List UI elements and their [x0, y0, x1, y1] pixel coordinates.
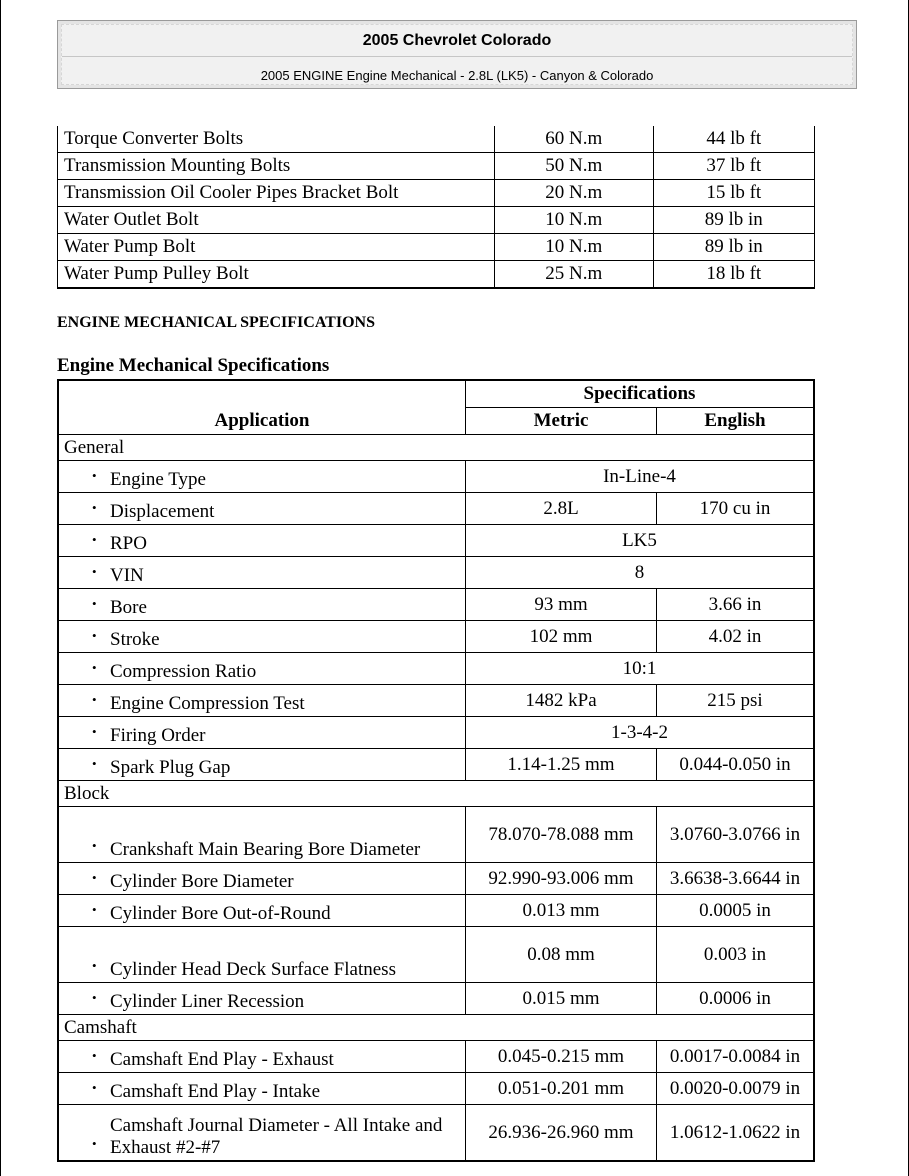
spec-application-cell	[58, 557, 466, 589]
torque-row	[58, 126, 815, 153]
torque-row	[58, 180, 815, 207]
bullet-icon: •	[92, 500, 97, 515]
torque-item-name: Transmission Oil Cooler Pipes Bracket Bolt	[58, 180, 495, 207]
bullet-icon: •	[92, 532, 97, 547]
column-header-metric: Metric	[466, 408, 657, 435]
spec-value: 10:1	[466, 653, 815, 685]
spec-english-value: 0.0005 in	[657, 895, 815, 927]
torque-row	[58, 261, 815, 289]
spec-label: Stroke	[110, 629, 160, 650]
spec-value: 8	[466, 557, 815, 589]
spec-metric-value: 1482 kPa	[466, 685, 657, 717]
spec-row	[58, 717, 814, 749]
column-header-english: English	[657, 408, 815, 435]
spec-metric-value: 0.045-0.215 mm	[466, 1041, 657, 1073]
spec-label: Camshaft End Play - Exhaust	[110, 1049, 334, 1070]
spec-value: In-Line-4	[466, 461, 815, 493]
bullet-icon: •	[92, 468, 97, 483]
spec-application-cell	[58, 863, 466, 895]
spec-group-row	[58, 1015, 814, 1041]
engine-specs-table	[57, 379, 815, 1162]
spec-label: RPO	[110, 533, 147, 554]
bullet-icon: •	[92, 902, 97, 917]
torque-metric-value: 10 N.m	[495, 234, 654, 261]
spec-label: Cylinder Head Deck Surface Flatness	[110, 959, 396, 980]
spec-label: Cylinder Liner Recession	[110, 991, 305, 1012]
spec-row	[58, 589, 814, 621]
spec-application-cell	[58, 749, 466, 781]
torque-metric-value: 60 N.m	[495, 126, 654, 153]
torque-item-name: Water Outlet Bolt	[58, 207, 495, 234]
spec-group-name: Block	[58, 781, 814, 807]
bullet-icon: •	[92, 756, 97, 771]
spec-application-cell	[58, 461, 466, 493]
spec-english-value: 170 cu in	[657, 493, 815, 525]
spec-english-value: 0.003 in	[657, 927, 815, 983]
spec-label: Cylinder Bore Diameter	[110, 871, 294, 892]
bullet-icon: •	[92, 990, 97, 1005]
torque-spec-table	[57, 126, 815, 289]
spec-row	[58, 895, 814, 927]
spec-label: VIN	[110, 565, 144, 586]
torque-english-value: 18 lb ft	[653, 261, 814, 289]
torque-metric-value: 10 N.m	[495, 207, 654, 234]
spec-row	[58, 927, 814, 983]
spec-application-cell	[58, 525, 466, 557]
spec-english-value: 3.6638-3.6644 in	[657, 863, 815, 895]
bullet-icon: •	[92, 838, 97, 853]
torque-row	[58, 207, 815, 234]
spec-metric-value: 92.990-93.006 mm	[466, 863, 657, 895]
column-header-application: Application	[58, 380, 466, 435]
spec-label: Engine Type	[110, 469, 206, 490]
spec-application-cell	[58, 1041, 466, 1073]
spec-row	[58, 1041, 814, 1073]
torque-row	[58, 234, 815, 261]
torque-english-value: 15 lb ft	[653, 180, 814, 207]
spec-row	[58, 1073, 814, 1105]
section-heading: ENGINE MECHANICAL SPECIFICATIONS	[57, 314, 375, 331]
bullet-icon: •	[92, 1136, 97, 1151]
spec-row	[58, 807, 814, 863]
torque-english-value: 37 lb ft	[653, 153, 814, 180]
spec-english-value: 0.0006 in	[657, 983, 815, 1015]
spec-english-value: 3.66 in	[657, 589, 815, 621]
spec-metric-value: 0.015 mm	[466, 983, 657, 1015]
spec-label: Bore	[110, 597, 147, 618]
spec-label: Displacement	[110, 501, 215, 522]
spec-application-cell	[58, 1105, 466, 1162]
bullet-icon: •	[92, 628, 97, 643]
spec-metric-value: 78.070-78.088 mm	[466, 807, 657, 863]
spec-metric-value: 1.14-1.25 mm	[466, 749, 657, 781]
document-header	[57, 20, 857, 89]
spec-group-row	[58, 781, 814, 807]
spec-label: Firing Order	[110, 725, 206, 746]
torque-item-name: Water Pump Pulley Bolt	[58, 261, 495, 289]
spec-row	[58, 863, 814, 895]
column-header-specifications: Specifications	[466, 380, 815, 408]
spec-group-name: General	[58, 435, 814, 461]
spec-english-value: 0.0017-0.0084 in	[657, 1041, 815, 1073]
header-divider	[62, 56, 852, 57]
spec-row	[58, 525, 814, 557]
spec-metric-value: 93 mm	[466, 589, 657, 621]
torque-english-value: 89 lb in	[653, 207, 814, 234]
specs-header-row	[58, 380, 814, 408]
bullet-icon: •	[92, 1080, 97, 1095]
spec-english-value: 4.02 in	[657, 621, 815, 653]
spec-application-cell	[58, 685, 466, 717]
spec-english-value: 3.0760-3.0766 in	[657, 807, 815, 863]
spec-label: Crankshaft Main Bearing Bore Diameter	[110, 839, 421, 860]
torque-metric-value: 20 N.m	[495, 180, 654, 207]
spec-metric-value: 2.8L	[466, 493, 657, 525]
spec-metric-value: 0.013 mm	[466, 895, 657, 927]
spec-application-cell	[58, 895, 466, 927]
bullet-icon: •	[92, 724, 97, 739]
table-caption: Engine Mechanical Specifications	[57, 355, 330, 376]
torque-row	[58, 153, 815, 180]
spec-row	[58, 621, 814, 653]
spec-application-cell	[58, 1073, 466, 1105]
spec-english-value: 215 psi	[657, 685, 815, 717]
torque-english-value: 89 lb in	[653, 234, 814, 261]
spec-application-cell	[58, 927, 466, 983]
header-title: 2005 Chevrolet Colorado	[362, 32, 552, 49]
spec-application-cell	[58, 717, 466, 749]
spec-english-value: 0.0020-0.0079 in	[657, 1073, 815, 1105]
bullet-icon: •	[92, 564, 97, 579]
spec-application-cell	[58, 807, 466, 863]
torque-metric-value: 50 N.m	[495, 153, 654, 180]
bullet-icon: •	[92, 870, 97, 885]
torque-item-name: Torque Converter Bolts	[58, 126, 495, 153]
bullet-icon: •	[92, 660, 97, 675]
torque-item-name: Transmission Mounting Bolts	[58, 153, 495, 180]
spec-row	[58, 653, 814, 685]
bullet-icon: •	[92, 958, 97, 973]
bullet-icon: •	[92, 1048, 97, 1063]
spec-value: 1-3-4-2	[466, 717, 815, 749]
spec-label: Cylinder Bore Out-of-Round	[110, 903, 331, 924]
spec-metric-value: 102 mm	[466, 621, 657, 653]
torque-metric-value: 25 N.m	[495, 261, 654, 289]
spec-group-name: Camshaft	[58, 1015, 814, 1041]
spec-english-value: 0.044-0.050 in	[657, 749, 815, 781]
spec-row	[58, 749, 814, 781]
spec-label: Compression Ratio	[110, 661, 257, 682]
spec-label: Camshaft End Play - Intake	[110, 1081, 321, 1102]
spec-application-cell	[58, 983, 466, 1015]
spec-row	[58, 493, 814, 525]
torque-english-value: 44 lb ft	[653, 126, 814, 153]
spec-row	[58, 461, 814, 493]
spec-row	[58, 1105, 814, 1162]
spec-row	[58, 685, 814, 717]
spec-application-cell	[58, 493, 466, 525]
spec-application-cell	[58, 653, 466, 685]
spec-metric-value: 0.051-0.201 mm	[466, 1073, 657, 1105]
spec-metric-value: 0.08 mm	[466, 927, 657, 983]
spec-value: LK5	[466, 525, 815, 557]
spec-label: Spark Plug Gap	[110, 757, 231, 778]
spec-application-cell	[58, 621, 466, 653]
header-subtitle: 2005 ENGINE Engine Mechanical - 2.8L (LK5) - Canyon & Colorado	[260, 68, 654, 83]
torque-item-name: Water Pump Bolt	[58, 234, 495, 261]
header-panel	[61, 24, 853, 85]
spec-metric-value: 26.936-26.960 mm	[466, 1105, 657, 1162]
spec-english-value: 1.0612-1.0622 in	[657, 1105, 815, 1162]
spec-label: Camshaft Journal Diameter - All Intake and Exhaust #2-#7	[110, 1115, 443, 1158]
spec-label: Engine Compression Test	[110, 693, 305, 714]
bullet-icon: •	[92, 596, 97, 611]
spec-application-cell	[58, 589, 466, 621]
spec-row	[58, 557, 814, 589]
spec-row	[58, 983, 814, 1015]
spec-group-row	[58, 435, 814, 461]
bullet-icon: •	[92, 692, 97, 707]
